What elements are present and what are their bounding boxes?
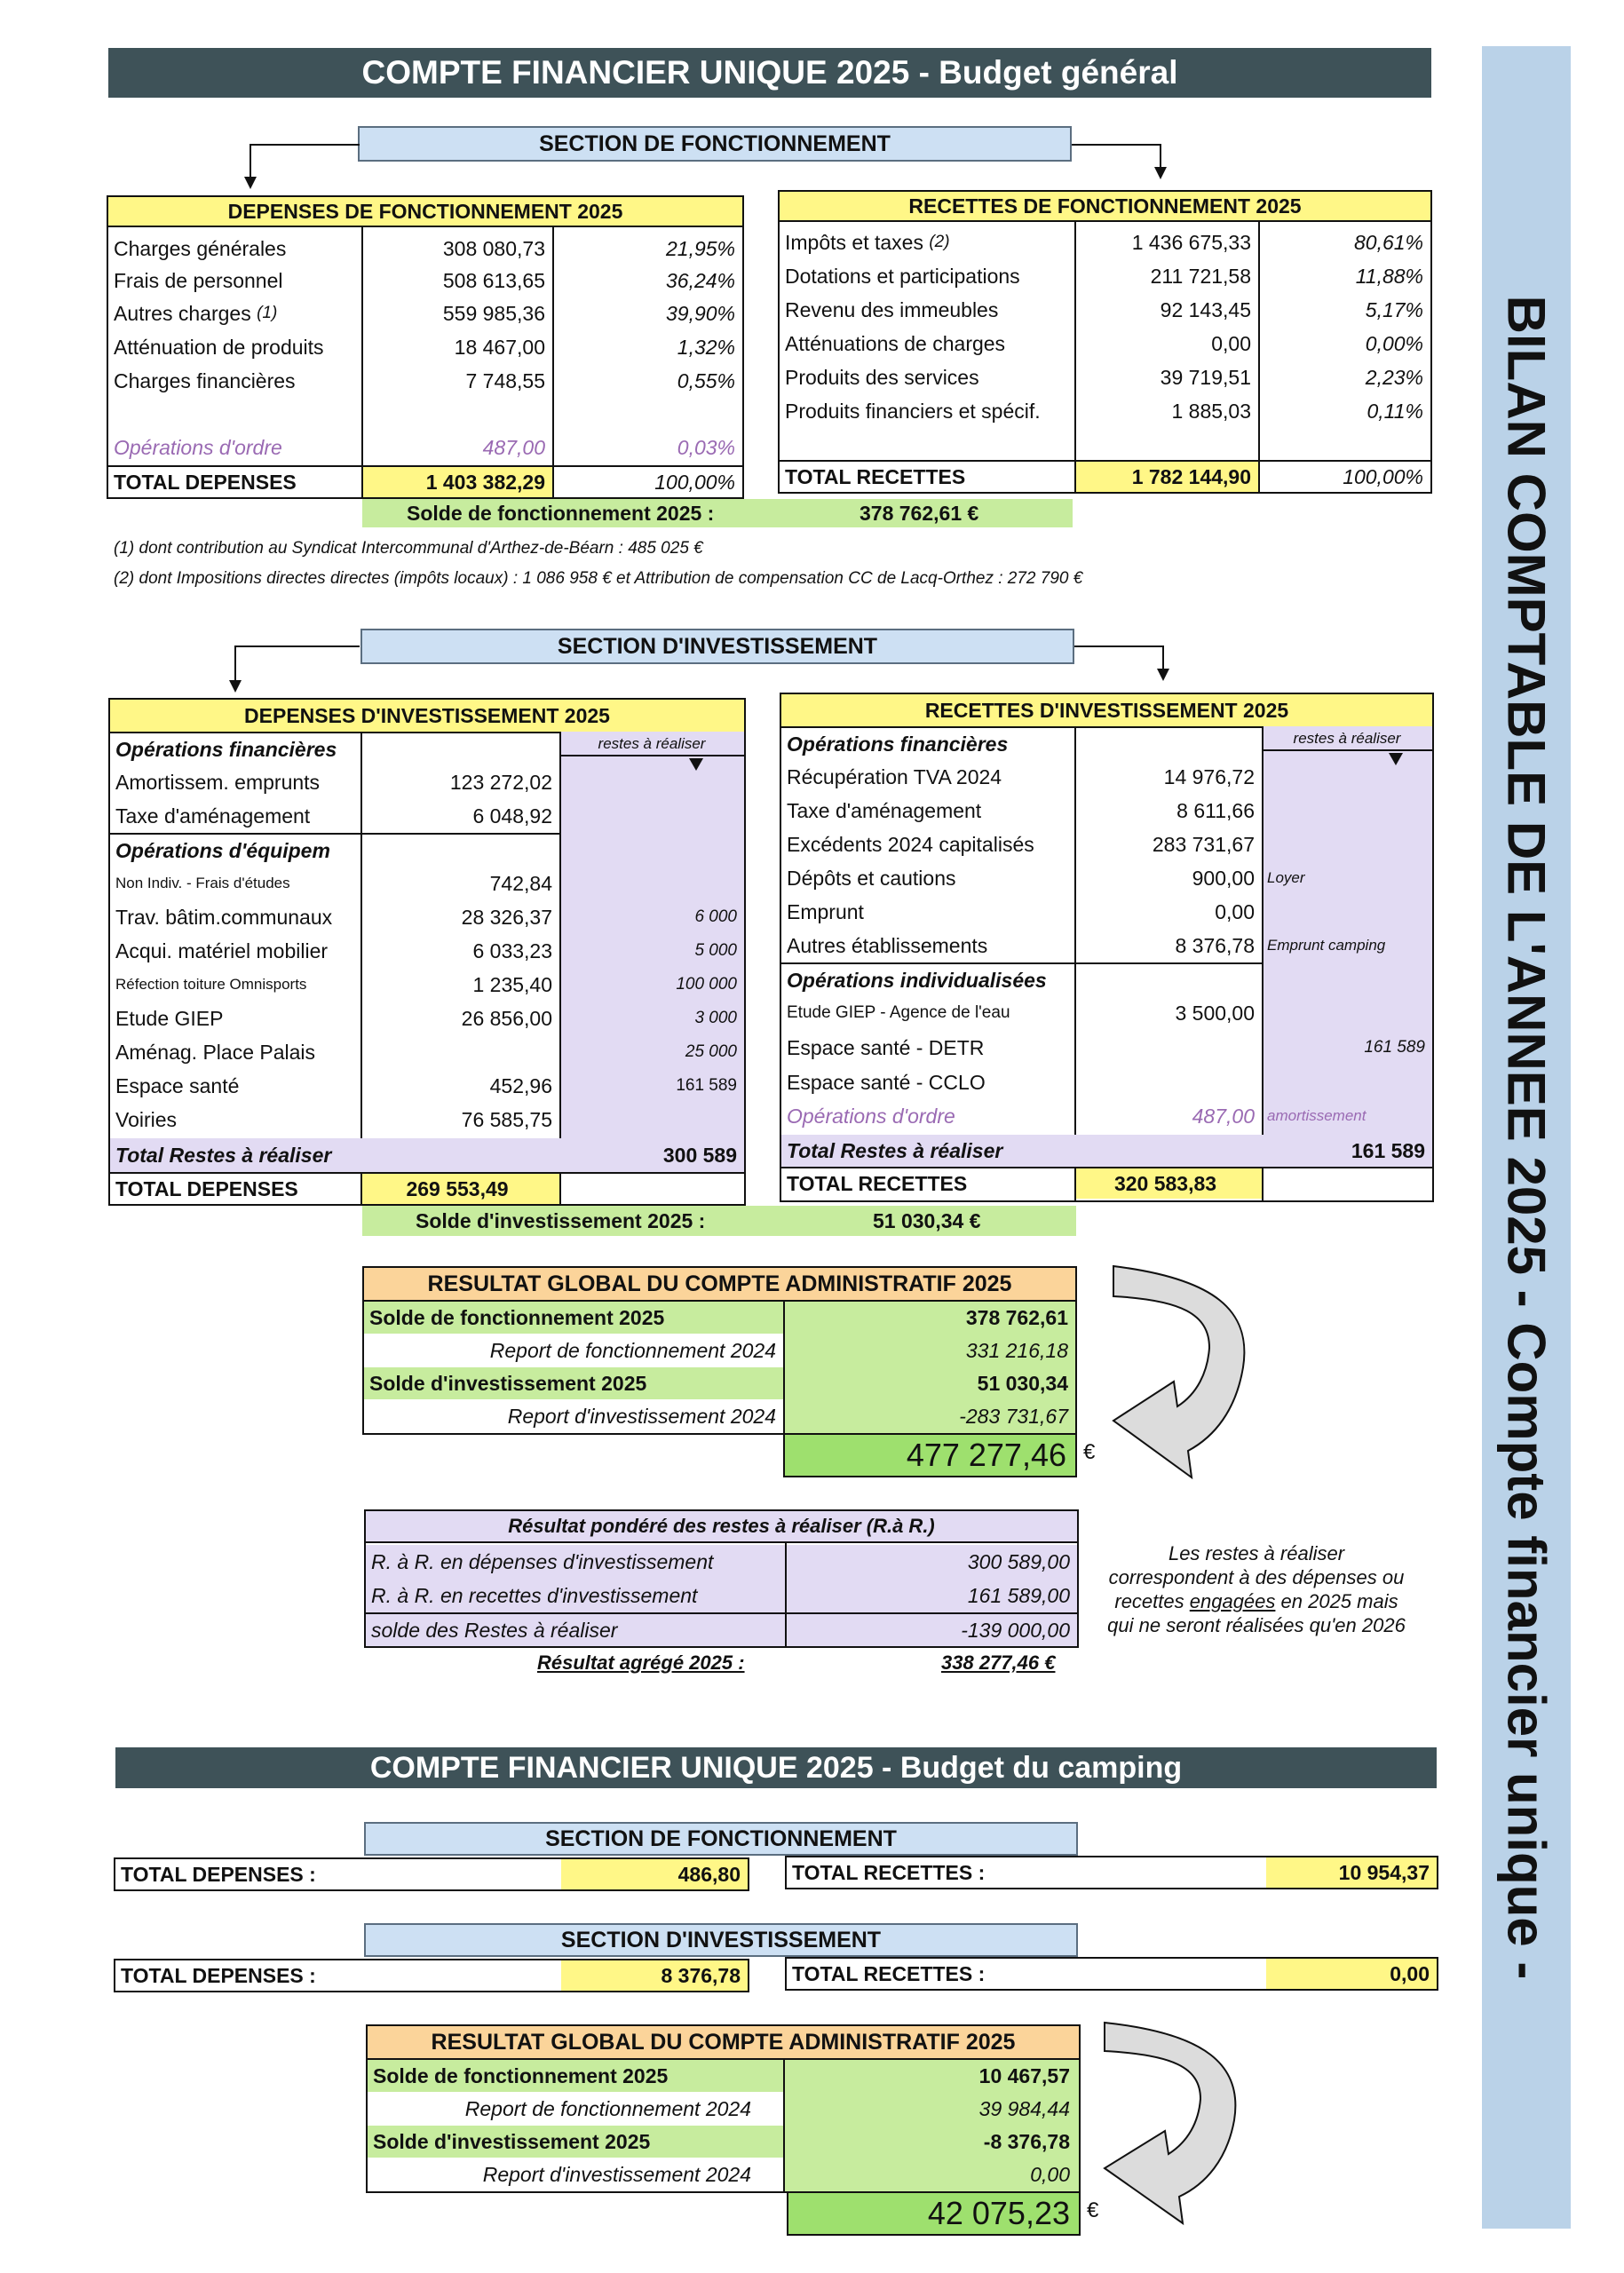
table-row: Dépôts et cautions 900,00 Loyer [787,866,1305,890]
curved-arrow-camping-icon [1101,2017,1270,2248]
total-row: TOTAL DEPENSES 269 553,49 [110,1174,744,1204]
table-row: Voiries 76 585,75 [115,1107,552,1131]
table-row: Réfection toiture Omnisports 1 235,40 100 000 [115,972,737,996]
arrow-to-depenses-invest-icon [222,639,364,693]
total-row: TOTAL RECETTES 320 583,83 [781,1168,1432,1199]
table-row: Produits financiers et spécif. 1 885,03 0,11% [785,399,1423,423]
table-row: Opérations d'ordre 487,00 amortissement [787,1104,1367,1128]
recettes-investissement-table: RECETTES D'INVESTISSEMENT 2025 restes à réaliser Opérations financières Récupération TVA 2024 14 976,72 Taxe d'aménagement 8 611,66 Excédents 2024 capitalisés 283 731,67 Dépôts et cautions 900,00 Loyer Emprunt 0,00 Autres établissements 8 376,78 Emprunt camping Opérations individualisées Etude GIEP - Agence de l'eau 3 500,00 Espace santé - DETR 161 589 Espace santé - CCLO Opérations d'ordre 487,00 amortissement Total Restes à réaliser 161 589 TOTAL RECETTES 320 583,83 [780,693,1434,1202]
table-row: Solde de fonctionnement 2025 378 762,61 [369,1305,1068,1329]
camping-section-investissement-label: SECTION D'INVESTISSEMENT [364,1923,1078,1957]
recettes-investissement-title: RECETTES D'INVESTISSEMENT 2025 [781,694,1432,728]
resultat-general-total: 477 277,46 [783,1435,1077,1477]
table-row: Charges générales 308 080,73 21,95% [114,236,735,260]
table-row: Frais de personnel 508 613,65 36,24% [114,268,735,292]
arrow-to-depenses-icon [240,138,364,191]
table-row: Report d'investissement 2024 [482,2162,751,2186]
camping-fonct-recettes: TOTAL RECETTES : 10 954,37 [785,1856,1438,1889]
table-row: R. à R. en recettes d'investissement 161 589,00 [371,1583,1070,1607]
camping-section-fonctionnement-label: SECTION DE FONCTIONNEMENT [364,1822,1078,1856]
table-row: Non Indiv. - Frais d'études 742,84 [115,871,552,895]
table-row: Opérations d'ordre 487,00 0,03% [114,435,735,459]
table-row: Espace santé - DETR 161 589 [787,1035,1425,1059]
solde-investissement-bar: Solde d'investissement 2025 : 51 030,34 € [362,1206,1076,1236]
depenses-fonctionnement-title: DEPENSES DE FONCTIONNEMENT 2025 [108,197,742,227]
table-row: Amortissem. emprunts 123 272,02 [115,770,552,794]
table-row: Espace santé 452,96 161 589 [115,1073,737,1097]
table-row: Trav. bâtim.communaux 28 326,37 6 000 [115,905,737,929]
table-row: Etude GIEP - Agence de l'eau 3 500,00 [787,1001,1255,1025]
table-row: Autres établissements 8 376,78 Emprunt camping [787,933,1386,957]
table-row: Taxe d'aménagement 6 048,92 [115,804,552,828]
total-row: TOTAL RECETTES 1 782 144,90 100,00% [780,462,1430,492]
table-row: Report d'investissement 2024 -283 731,67 [507,1404,1068,1428]
table-row: solde des Restes à réaliser -139 000,00 [371,1618,1070,1642]
table-row: Impôts et taxes (2) 1 436 675,33 80,61% [785,230,1423,254]
group-operations-financieres: Opérations financières [787,732,1009,756]
arrow-to-recettes-icon [1070,138,1176,182]
table-row: Revenu des immeubles 92 143,45 5,17% [785,297,1423,321]
rar-total-row: Total Restes à réaliser 161 589 [781,1135,1432,1167]
table-row: Emprunt 0,00 [787,899,1255,923]
camping-fonct-depenses: TOTAL DEPENSES : 486,80 [114,1857,749,1891]
table-row: Dotations et participations 211 721,58 11,88% [785,264,1423,288]
camping-invest-recettes: TOTAL RECETTES : 0,00 [785,1957,1438,1991]
table-row: Produits des services 39 719,51 2,23% [785,365,1423,389]
general-banner: COMPTE FINANCIER UNIQUE 2025 - Budget général [108,48,1431,98]
side-title: BILAN COMPTABLE DE L'ANNEE 2025 - Compte financier unique - [1496,295,1557,1980]
table-row: R. à R. en dépenses d'investissement 300 589,00 [371,1549,1070,1573]
recettes-fonctionnement-title: RECETTES DE FONCTIONNEMENT 2025 [780,192,1430,222]
table-row: Report de fonctionnement 2024 331 216,18 [489,1338,1068,1362]
rar-explanation: Les restes à réaliser correspondent à des dépenses ou recettes engagées en 2025 mais qui ne seront réalisées qu'en 2026 [1107,1542,1406,1636]
table-row: Excédents 2024 capitalisés 283 731,67 [787,832,1255,856]
camping-invest-depenses: TOTAL DEPENSES : 8 376,78 [114,1959,749,1992]
group-operations-individualisees: Opérations individualisées [787,968,1047,992]
table-row: Aménag. Place Palais 25 000 [115,1040,737,1064]
recettes-fonctionnement-table [778,190,1432,494]
table-row: Solde d'investissement 2025 [373,2129,651,2153]
table-row: Atténuation de produits 18 467,00 1,32% [114,335,735,359]
group-operations-equipement: Opérations d'équipem [115,838,330,862]
depenses-investissement-table: DEPENSES D'INVESTISSEMENT 2025 restes à réaliser Opérations financières Amortissem. emprunts 123 272,02 Taxe d'aménagement 6 048,92 Opérations d'équipem Non Indiv. - Frais d'études 742,84 Trav. bâtim.communaux 28 326,37 6 000 Acqui. matériel mobilier 6 033,23 5 000 Réfection toiture Omnisports 1 235,40 100 000 Etude GIEP 26 856,00 3 000 Aménag. Place Palais 25 000 Espace santé 452,96 161 589 Voiries 76 585,75 Total Restes à réaliser 300 589 TOTAL DEPENSES 269 553,49 [108,698,746,1206]
table-row: Atténuations de charges 0,00 0,00% [785,331,1423,355]
footnote-1: (1) dont contribution au Syndicat Intercommunal d'Arthez-de-Béarn : 485 025 € [114,539,703,558]
table-row: Etude GIEP 26 856,00 3 000 [115,1006,737,1030]
resultat-camping-total: 42 075,23 [787,2193,1081,2236]
solde-fonctionnement-bar: Solde de fonctionnement 2025 : 378 762,61 € [362,499,1073,527]
rar-total-row: Total Restes à réaliser 300 589 [110,1138,744,1172]
section-fonctionnement-label: SECTION DE FONCTIONNEMENT [358,126,1072,162]
camping-banner: COMPTE FINANCIER UNIQUE 2025 - Budget du camping [115,1747,1437,1788]
resultat-global-camping: RESULTAT GLOBAL DU COMPTE ADMINISTRATIF 2025 Solde de fonctionnement 2025 Report de fonctionnement 2024 Solde d'investissement 2025 Report d'investissement 2024 10 467,57 39 984,44 -8 376,78 0,00 42 075,23 € [366,2024,1081,2237]
side-title-bar [1482,46,1571,2229]
table-row: Charges financières 7 748,55 0,55% [114,368,735,392]
footnote-2: (2) dont Impositions directes directes (impôts locaux) : 1 086 958 € et Attribution de compensation CC de Lacq-Orthez : 272 790 € [114,569,1083,588]
table-row: Solde de fonctionnement 2025 [373,2063,669,2087]
resultat-agrege-label: Résultat agrégé 2025 : [537,1651,745,1674]
table-row: Récupération TVA 2024 14 976,72 [787,764,1255,788]
depenses-fonctionnement-table [107,195,744,499]
resultat-global-general: RESULTAT GLOBAL DU COMPTE ADMINISTRATIF 2025 Solde de fonctionnement 2025 378 762,61 Report de fonctionnement 2024 331 216,18 Solde d'investissement 2025 51 030,34 Report d'investissement 2024 -283 731,67 477 277,46 € [362,1266,1077,1479]
group-operations-financieres: Opérations financières [115,737,337,761]
table-row: Espace santé - CCLO [787,1070,986,1094]
table-row: Report de fonctionnement 2024 [464,2096,751,2120]
table-row: Taxe d'aménagement 8 611,66 [787,798,1255,822]
curved-arrow-general-icon [1110,1261,1279,1509]
arrow-to-recettes-invest-icon [1073,639,1179,684]
table-row: Autres charges (1) 559 985,36 39,90% [114,301,735,325]
section-investissement-label: SECTION D'INVESTISSEMENT [360,629,1074,664]
resultat-agrege-value: 338 277,46 € [941,1651,1056,1674]
rar-table: Résultat pondéré des restes à réaliser (R.à R.) R. à R. en dépenses d'investissement 300 589,00 R. à R. en recettes d'investissement 161 589,00 solde des Restes à réaliser -139 000,00 [364,1509,1079,1648]
table-row: Acqui. matériel mobilier 6 033,23 5 000 [115,939,737,962]
table-row: Solde d'investissement 2025 51 030,34 [369,1371,1068,1395]
depenses-investissement-title: DEPENSES D'INVESTISSEMENT 2025 [110,700,744,733]
total-row: TOTAL DEPENSES 1 403 382,29 100,00% [108,467,742,497]
